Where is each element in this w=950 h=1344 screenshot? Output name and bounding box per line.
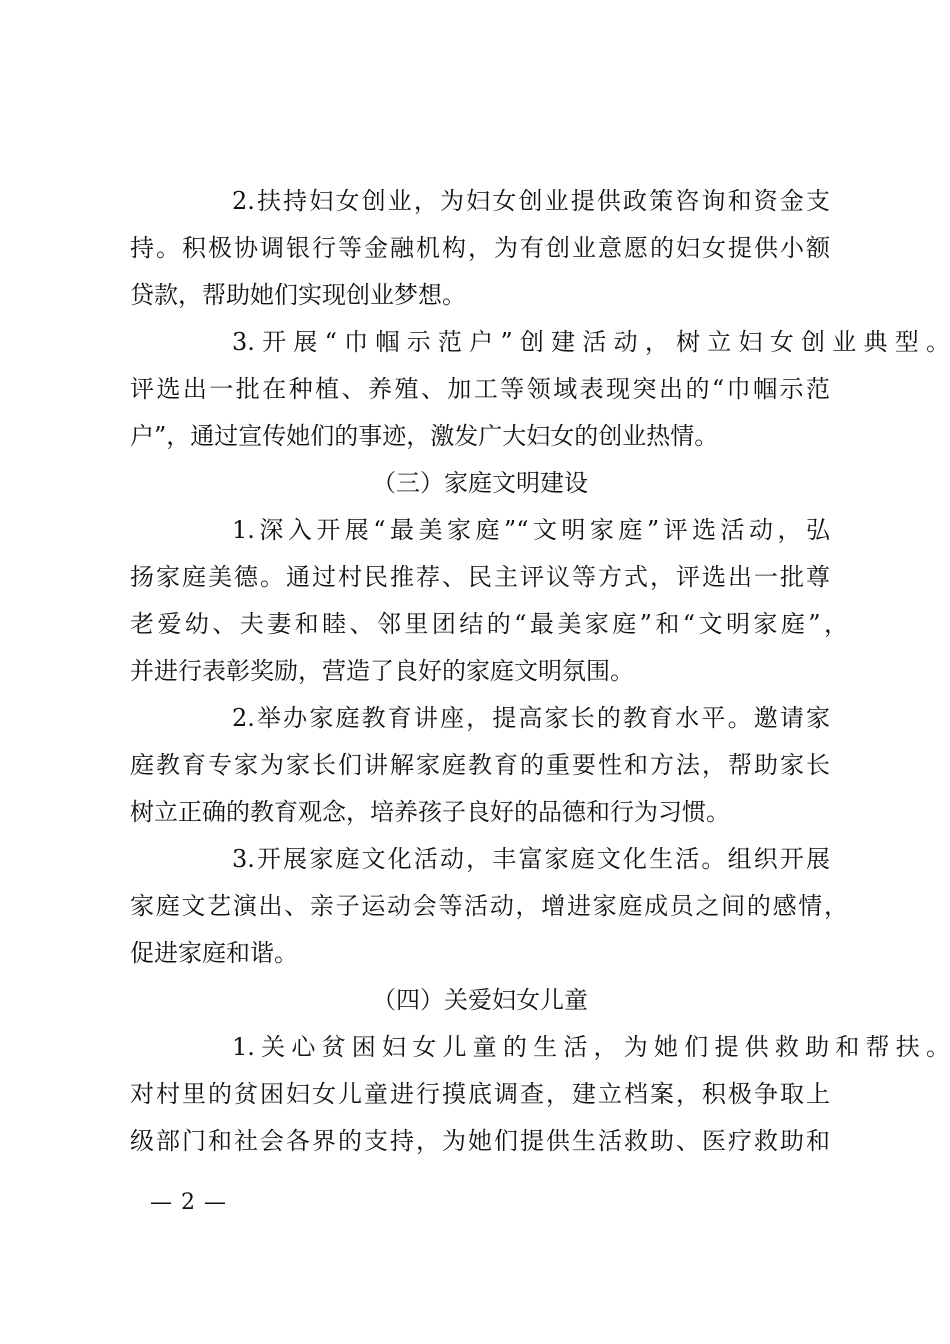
text-line: 评选出一批在种植、养殖、加工等领域表现突出的“巾帼示范 — [130, 375, 830, 403]
text-line: 树立正确的教育观念，培养孩子良好的品德和行为习惯。 — [130, 798, 730, 826]
document-body — [130, 178, 950, 1165]
text-line: 1.深入开展“最美家庭”“文明家庭”评选活动，弘 — [232, 516, 830, 544]
text-line: 3.开展家庭文化活动，丰富家庭文化生活。组织开展 — [232, 845, 830, 873]
text-line: 2.举办家庭教育讲座，提高家长的教育水平。邀请家 — [232, 704, 830, 732]
text-line: 庭教育专家为家长们讲解家庭教育的重要性和方法，帮助家长 — [130, 751, 830, 779]
paragraph-family-selection — [130, 507, 848, 695]
text-line: 扬家庭美德。通过村民推荐、民主评议等方式，评选出一批尊 — [130, 563, 830, 591]
paragraph-poor-women-children — [130, 1024, 950, 1165]
text-line: 级部门和社会各界的支持，为她们提供生活救助、医疗救助和 — [130, 1127, 830, 1155]
section-heading-care-women-children: （四）关爱妇女儿童 — [372, 986, 588, 1014]
text-line: 3.开展“巾帼示范户”创建活动，树立妇女创业典型。 — [232, 328, 950, 356]
text-line: 促进家庭和谐。 — [130, 939, 298, 967]
text-line: 2.扶持妇女创业，为妇女创业提供政策咨询和资金支 — [232, 187, 830, 215]
page-number: — 2 — — [150, 1190, 227, 1215]
text-line: 贷款，帮助她们实现创业梦想。 — [130, 281, 466, 309]
paragraph-support-entrepreneurship — [130, 178, 830, 319]
text-line: 户”，通过宣传她们的事迹，激发广大妇女的创业热情。 — [130, 422, 719, 450]
paragraph-family-education — [130, 695, 830, 836]
text-line: 持。积极协调银行等金融机构，为有创业意愿的妇女提供小额 — [130, 234, 830, 262]
text-line: 老爱幼、夫妻和睦、邻里团结的“最美家庭”和“文明家庭”， — [130, 610, 848, 638]
text-line: 家庭文艺演出、亲子运动会等活动，增进家庭成员之间的感情， — [130, 892, 848, 920]
paragraph-model-households — [130, 319, 950, 460]
text-line: 并进行表彰奖励，营造了良好的家庭文明氛围。 — [130, 657, 634, 685]
paragraph-family-culture — [130, 836, 848, 977]
text-line: 1.关心贫困妇女儿童的生活，为她们提供救助和帮扶。 — [232, 1033, 950, 1061]
section-heading-family-civility: （三）家庭文明建设 — [372, 469, 588, 497]
text-line: 对村里的贫困妇女儿童进行摸底调查，建立档案，积极争取上 — [130, 1080, 830, 1108]
